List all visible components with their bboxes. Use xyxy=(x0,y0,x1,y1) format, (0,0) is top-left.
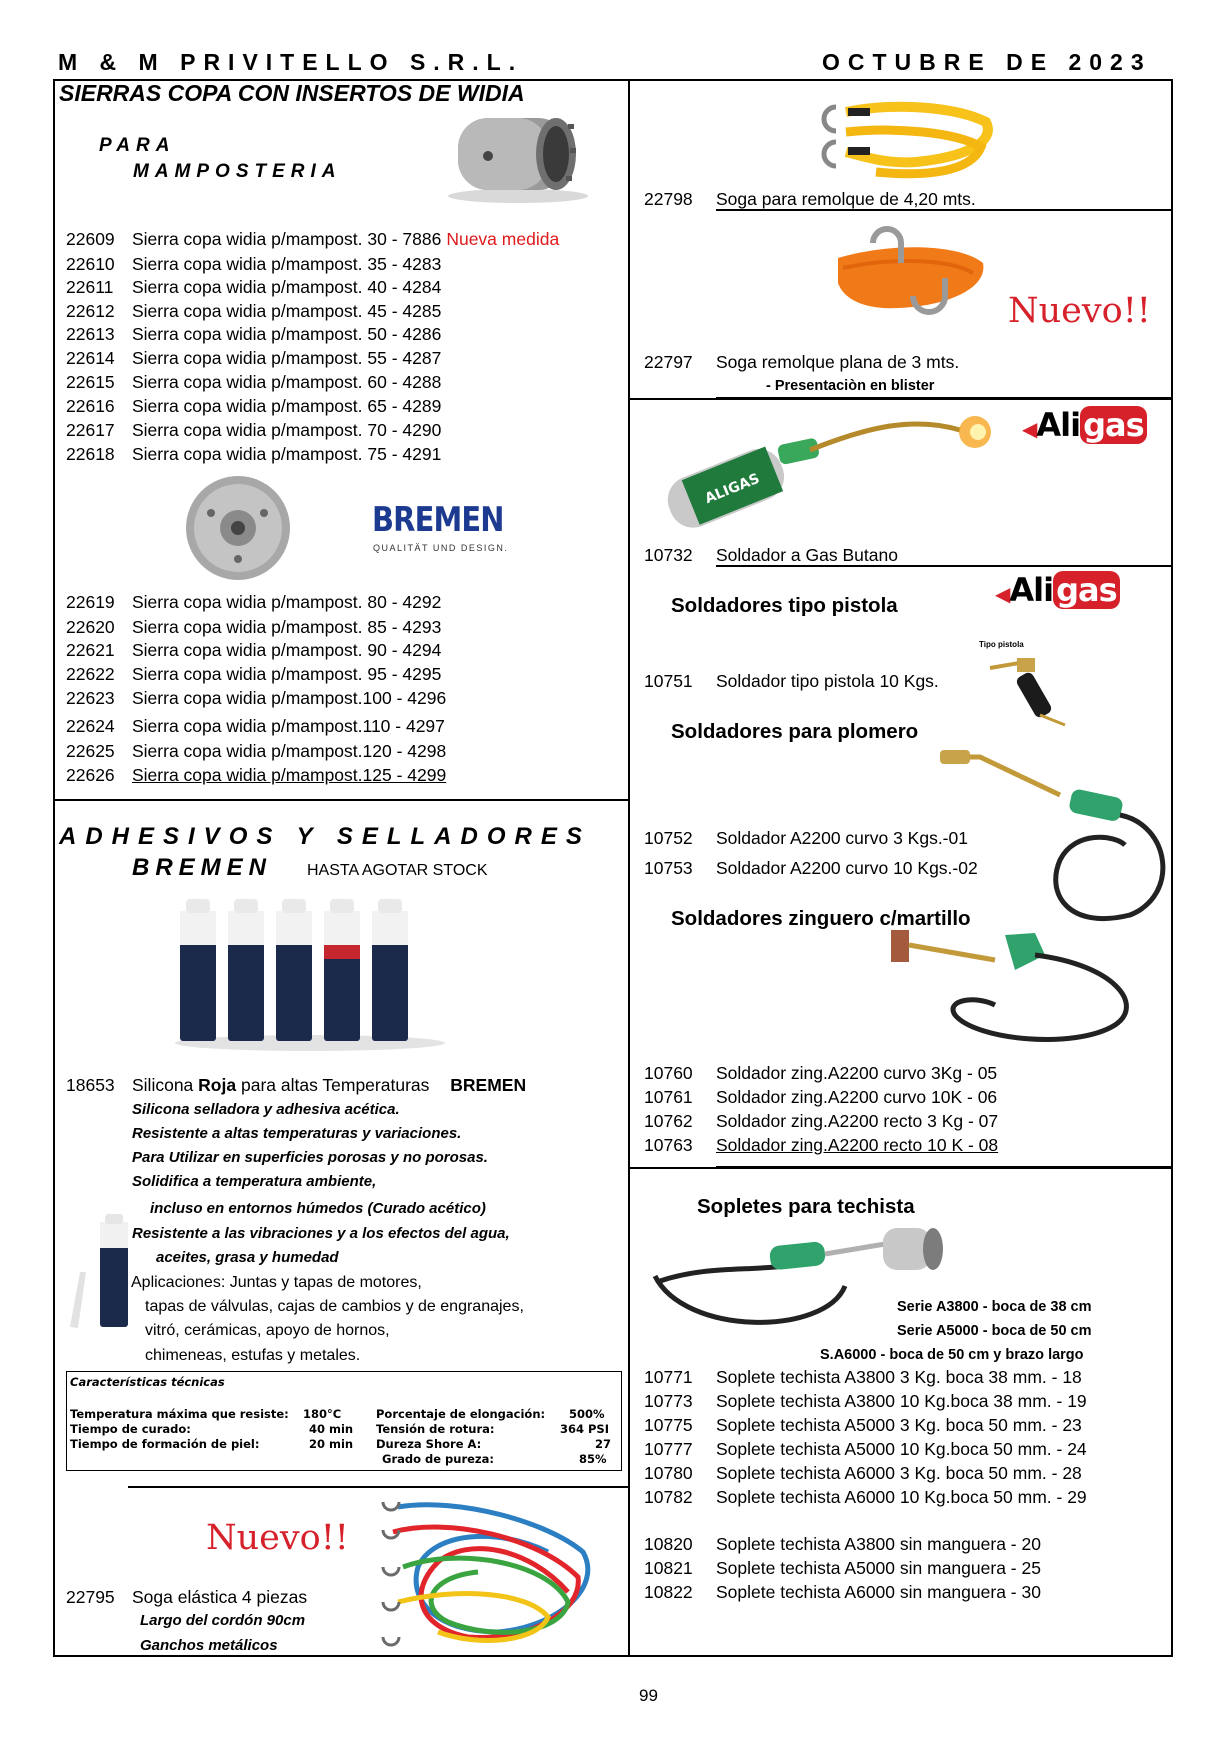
silicona-cartridge-image xyxy=(64,1212,134,1332)
product-code: 10782 xyxy=(644,1487,693,1507)
product-code: 10763 xyxy=(644,1135,693,1155)
product-code: 10773 xyxy=(644,1391,693,1411)
product-desc: Sierra copa widia p/mampost.125 - 4299 xyxy=(132,765,447,785)
product-desc: Sierra copa widia p/mampost. 95 - 4295 xyxy=(132,664,442,684)
silicona-note: Para Utilizar en superficies porosas y no porosas. xyxy=(132,1149,488,1166)
product-code: 10820 xyxy=(644,1534,693,1554)
product-row-pistola xyxy=(644,671,939,692)
product-desc: Soldador zing.A2200 recto 3 Kg - 07 xyxy=(716,1111,999,1131)
core-saw-front-image xyxy=(176,473,301,583)
aligas-logo: ◀Aligas xyxy=(995,571,1120,609)
product-desc: Sierra copa widia p/mampost. 60 - 4288 xyxy=(132,372,442,392)
product-row-zinguero xyxy=(644,1135,998,1156)
product-code: 22621 xyxy=(66,640,115,660)
product-code: 22797 xyxy=(644,352,693,372)
product-row-zinguero xyxy=(644,1063,997,1084)
product-row-soplete xyxy=(644,1415,1082,1436)
product-code: 22611 xyxy=(66,277,114,297)
product-code: 22616 xyxy=(66,396,115,416)
product-code: 22609 xyxy=(66,229,115,249)
sopletes-title: Sopletes para techista xyxy=(697,1195,915,1218)
product-desc: Soplete techista A3800 10 Kg.boca 38 mm. - 19 xyxy=(716,1391,1087,1411)
pistola-title: Soldadores tipo pistola xyxy=(671,594,898,617)
product-row-sierra xyxy=(66,688,446,709)
elastica-note: Largo del cordón 90cm xyxy=(140,1612,306,1629)
product-desc: Soplete techista A5000 10 Kg.boca 50 mm. - 24 xyxy=(716,1439,1087,1459)
product-code: 22614 xyxy=(66,348,115,368)
product-code: 10822 xyxy=(644,1582,693,1602)
product-desc: Soplete techista A3800 3 Kg. boca 38 mm. - 18 xyxy=(716,1367,1082,1387)
product-desc: Soldador A2200 curvo 10 Kgs.-02 xyxy=(716,858,978,878)
product-desc: Soga para remolque de 4,20 mts. xyxy=(716,189,976,209)
product-row-plomero xyxy=(644,858,978,879)
section-divider xyxy=(716,565,1173,567)
product-row-sierra xyxy=(66,254,441,275)
stock-note: HASTA AGOTAR STOCK xyxy=(307,862,488,879)
product-code: 10771 xyxy=(644,1367,693,1387)
product-row-zinguero xyxy=(644,1087,997,1108)
serie-line: Serie A5000 - boca de 50 cm xyxy=(897,1323,1092,1339)
product-row-soplete xyxy=(644,1487,1087,1508)
tech-label: Grado de pureza: xyxy=(382,1452,494,1466)
product-row-soplete xyxy=(644,1534,1041,1555)
product-row-soga2 xyxy=(644,352,959,373)
product-row-sierra xyxy=(66,716,445,737)
product-row-soplete xyxy=(644,1367,1082,1388)
product-code: 22610 xyxy=(66,254,115,274)
tech-label: Tiempo de curado: xyxy=(70,1422,191,1436)
product-desc: Soplete techista A3800 sin manguera - 20 xyxy=(716,1534,1041,1554)
product-desc: Sierra copa widia p/mampost. 75 - 4291 xyxy=(132,444,442,464)
tech-value: 27 xyxy=(595,1437,612,1451)
tech-value: 20 min xyxy=(309,1437,354,1451)
product-row-sierra xyxy=(66,765,446,786)
nuevo-badge: Nuevo!! xyxy=(1008,291,1151,331)
product-desc: Sierra copa widia p/mampost.110 - 4297 xyxy=(132,716,445,736)
silicona-apps: Aplicaciones: Juntas y tapas de motores, xyxy=(131,1274,422,1291)
product-row-sierra xyxy=(66,741,446,762)
product-code: 22623 xyxy=(66,688,115,708)
product-desc: Sierra copa widia p/mampost. 50 - 4286 xyxy=(132,324,442,344)
section-title-adhesivos: ADHESIVOS Y SELLADORES xyxy=(59,823,591,850)
bremen-logo: BREMEN xyxy=(372,500,504,540)
column-divider xyxy=(628,79,630,1657)
product-desc: Sierra copa widia p/mampost.120 - 4298 xyxy=(132,741,447,761)
product-code: 22612 xyxy=(66,301,115,321)
product-code: 22615 xyxy=(66,372,115,392)
catalog-date: OCTUBRE DE 2023 xyxy=(822,49,1152,75)
product-row-elastica xyxy=(66,1587,307,1608)
product-code: 22617 xyxy=(66,420,115,440)
product-code: 18653 xyxy=(66,1075,115,1095)
zinc-torch-image xyxy=(885,925,1145,1060)
tech-specs-box xyxy=(66,1371,622,1471)
product-row-soplete xyxy=(644,1391,1087,1412)
silicona-note: aceites, grasa y humedad xyxy=(156,1249,339,1266)
divider-line xyxy=(128,1486,628,1488)
silicona-note: Resistente a las vibraciones y a los efectos del agua, xyxy=(132,1225,510,1242)
product-row-butano xyxy=(644,545,898,566)
canister-label: ALIGAS xyxy=(702,470,762,508)
product-code: 10760 xyxy=(644,1063,693,1083)
section-title-sierras: SIERRAS COPA CON INSERTOS DE WIDIA xyxy=(59,80,525,106)
butane-torch-image xyxy=(660,405,1025,535)
core-drill-image xyxy=(438,106,598,206)
product-row-soga1 xyxy=(644,189,976,210)
product-row-sierra xyxy=(66,372,441,393)
tech-label: Tensión de rotura: xyxy=(376,1422,495,1436)
product-row-sierra xyxy=(66,324,441,345)
product-desc: Sierra copa widia p/mampost. 65 - 4289 xyxy=(132,396,442,416)
product-desc: Sierra copa widia p/mampost. 35 - 4283 xyxy=(132,254,442,274)
product-desc: Sierra copa widia p/mampost. 40 - 4284 xyxy=(132,277,442,297)
serie-line: Serie A3800 - boca de 38 cm xyxy=(897,1299,1092,1315)
tech-value: 364 PSI xyxy=(560,1422,609,1436)
product-code: 10752 xyxy=(644,828,693,848)
product-desc: Soldador zing.A2200 recto 10 K - 08 xyxy=(716,1135,999,1155)
product-desc: Soga elástica 4 piezas xyxy=(132,1587,308,1607)
product-code: 10753 xyxy=(644,858,693,878)
soga2-note: - Presentaciòn en blister xyxy=(766,378,935,394)
product-code: 10732 xyxy=(644,545,693,565)
sealant-cartridges-image xyxy=(170,893,450,1053)
product-desc: Sierra copa widia p/mampost. 55 - 4287 xyxy=(132,348,442,368)
product-row-silicona: 18653 Silicona Roja para altas Temperaturas BREMEN xyxy=(66,1075,527,1095)
product-desc: Soplete techista A5000 sin manguera - 25 xyxy=(716,1558,1041,1578)
tech-value: 180°C xyxy=(303,1407,342,1421)
tow-rope-orange-image xyxy=(818,218,993,346)
silicona-apps: vitró, cerámicas, apoyo de hornos, xyxy=(145,1322,390,1339)
tech-value: 85% xyxy=(579,1452,607,1466)
product-desc: Sierra copa widia p/mampost. 45 - 4285 xyxy=(132,301,442,321)
product-code: 22624 xyxy=(66,716,115,736)
product-desc: Soldador zing.A2200 curvo 3Kg - 05 xyxy=(716,1063,998,1083)
new-size-note: Nueva medida xyxy=(446,229,560,249)
product-desc: Soldador tipo pistola 10 Kgs. xyxy=(716,671,939,691)
section-divider xyxy=(630,1167,1173,1169)
product-code: 22625 xyxy=(66,741,115,761)
tech-label: Tiempo de formación de piel: xyxy=(70,1437,260,1451)
pistola-tag: Tipo pistola xyxy=(979,640,1024,649)
silicona-apps: tapas de válvulas, cajas de cambios y de engranajes, xyxy=(145,1298,524,1315)
product-row-sierra xyxy=(66,396,441,417)
product-code: 10761 xyxy=(644,1087,693,1107)
product-desc: Soldador zing.A2200 curvo 10K - 06 xyxy=(716,1087,998,1107)
product-row-soplete xyxy=(644,1558,1041,1579)
silicona-note: Solidifica a temperatura ambiente, xyxy=(132,1173,377,1190)
product-code: 10777 xyxy=(644,1439,693,1459)
silicona-apps: chimeneas, estufas y metales. xyxy=(145,1347,361,1364)
product-row-sierra xyxy=(66,301,441,322)
product-code: 22620 xyxy=(66,617,115,637)
section-divider xyxy=(630,398,1173,400)
product-code: 10775 xyxy=(644,1415,693,1435)
product-code: 22619 xyxy=(66,592,115,612)
product-code: 22798 xyxy=(644,189,693,209)
serie-line: S.A6000 - boca de 50 cm y brazo largo xyxy=(820,1347,1084,1363)
product-row-sierra xyxy=(66,277,441,298)
tech-value: 40 min xyxy=(309,1422,354,1436)
adhesivos-brand: BREMEN xyxy=(132,854,273,881)
product-row-sierra xyxy=(66,348,441,369)
para-label: PARA xyxy=(99,135,176,156)
product-desc: Sierra copa widia p/mampost. 90 - 4294 xyxy=(132,640,442,660)
product-row-sierra xyxy=(66,664,441,685)
product-desc: Soplete techista A6000 sin manguera - 30 xyxy=(716,1582,1041,1602)
tech-label: Temperatura máxima que resiste: xyxy=(70,1407,289,1421)
silicona-note: Silicona selladora y adhesiva acética. xyxy=(132,1101,400,1118)
section-divider xyxy=(53,799,630,801)
tow-rope-yellow-image xyxy=(806,92,996,184)
product-code: 22626 xyxy=(66,765,115,785)
silicona-brand: BREMEN xyxy=(450,1075,527,1095)
mamposteria-label: MAMPOSTERIA xyxy=(133,161,342,182)
product-row-sierra xyxy=(66,617,441,638)
product-row-sierra xyxy=(66,444,441,465)
product-desc: Soldador a Gas Butano xyxy=(716,545,898,565)
product-code: 10780 xyxy=(644,1463,693,1483)
product-code: 22613 xyxy=(66,324,115,344)
product-code: 10821 xyxy=(644,1558,693,1578)
product-row-soplete xyxy=(644,1463,1082,1484)
product-code: 10751 xyxy=(644,671,693,691)
product-row-plomero xyxy=(644,828,968,849)
product-desc: Soplete techista A5000 3 Kg. boca 50 mm. - 23 xyxy=(716,1415,1082,1435)
product-row-soplete xyxy=(644,1582,1041,1603)
plumber-torch-image xyxy=(940,745,1170,930)
product-code: 22622 xyxy=(66,664,115,684)
product-desc: Soga remolque plana de 3 mts. xyxy=(716,352,960,372)
page-number: 99 xyxy=(639,1686,658,1705)
product-desc: Soplete techista A6000 10 Kg.boca 50 mm. - 29 xyxy=(716,1487,1087,1507)
product-desc: Sierra copa widia p/mampost. 80 - 4292 xyxy=(132,592,442,612)
product-row-sierra xyxy=(66,229,559,250)
company-name: M & M PRIVITELLO S.R.L. xyxy=(58,49,524,75)
silicona-note: Resistente a altas temperaturas y variaciones. xyxy=(132,1125,462,1142)
product-desc: Sierra copa widia p/mampost. 85 - 4293 xyxy=(132,617,442,637)
silicona-note: incluso en entornos húmedos (Curado acético) xyxy=(150,1200,486,1217)
tech-label: Dureza Shore A: xyxy=(376,1437,482,1451)
product-desc: Sierra copa widia p/mampost.100 - 4296 xyxy=(132,688,447,708)
product-row-sierra xyxy=(66,592,441,613)
elastica-note: Ganchos metálicos xyxy=(140,1637,278,1654)
bungee-cords-image xyxy=(378,1492,603,1652)
product-desc: Sierra copa widia p/mampost. 70 - 4290 xyxy=(132,420,442,440)
product-code: 22618 xyxy=(66,444,115,464)
divider-line xyxy=(716,209,1173,211)
tech-title: Características técnicas xyxy=(70,1375,225,1389)
tech-value: 500% xyxy=(569,1407,605,1421)
pistol-torch-image xyxy=(985,650,1075,730)
product-desc: Soldador A2200 curvo 3 Kgs.-01 xyxy=(716,828,968,848)
tech-label: Porcentaje de elongación: xyxy=(376,1407,546,1421)
product-desc: Soplete techista A6000 3 Kg. boca 50 mm. - 28 xyxy=(716,1463,1082,1483)
zinguero-title: Soldadores zinguero c/martillo xyxy=(671,907,971,930)
product-desc: Sierra copa widia p/mampost. 30 - 7886 xyxy=(132,229,442,249)
plomero-title: Soldadores para plomero xyxy=(671,720,919,743)
aligas-logo: ◀Aligas xyxy=(1022,406,1147,444)
product-row-zinguero xyxy=(644,1111,998,1132)
product-code: 22795 xyxy=(66,1587,115,1607)
bremen-tagline: QUALITÄT UND DESIGN. xyxy=(373,543,509,553)
product-row-sierra xyxy=(66,640,441,661)
product-row-soplete xyxy=(644,1439,1087,1460)
product-code: 10762 xyxy=(644,1111,693,1131)
product-row-sierra xyxy=(66,420,441,441)
nuevo-badge: Nuevo!! xyxy=(206,1518,349,1558)
